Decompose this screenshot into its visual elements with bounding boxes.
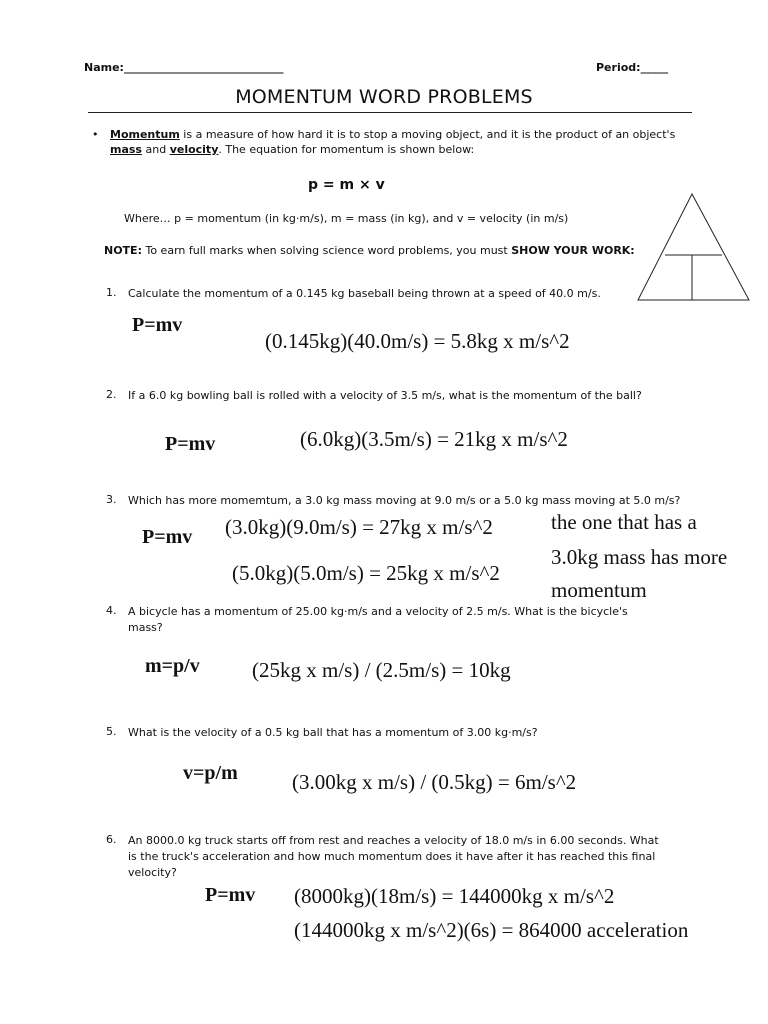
question-3-answer-1: (3.0kg)(9.0m/s) = 27kg x m/s^2 [225, 515, 493, 539]
question-1-text [128, 286, 601, 302]
question-3-answer-2: (5.0kg)(5.0m/s) = 25kg x m/s^2 [232, 561, 500, 585]
variable-definitions: Where… p = momentum (in kg·m/s), m = mass (in kg), and v = velocity (in m/s) [124, 212, 569, 225]
momentum-triangle-diagram [637, 192, 751, 302]
question-6-line-1: An 8000.0 kg truck starts off from rest and reaches a velocity of 18.0 m/s in 6.00 seconds. What [128, 834, 659, 847]
question-6-number: 6. [106, 833, 117, 846]
question-6-line-2: is the truck's acceleration and how much momentum does it have after it has reached this final [128, 850, 656, 863]
question-2-number: 2. [106, 388, 117, 401]
triangle-outline [638, 194, 749, 300]
question-5-text [128, 725, 538, 741]
page-title: MOMENTUM WORD PROBLEMS [235, 86, 533, 108]
question-5-number: 5. [106, 725, 117, 738]
question-3-conclusion-3: momentum [551, 578, 647, 602]
question-1-answer: (0.145kg)(40.0m/s) = 5.8kg x m/s^2 [265, 329, 570, 353]
period-blank: _____ [640, 61, 669, 74]
question-6-answer-1: (8000kg)(18m/s) = 144000kg x m/s^2 [294, 884, 615, 908]
intro-line-1 [110, 127, 675, 142]
question-6-text [128, 833, 659, 881]
question-3-conclusion-1: the one that has a [551, 510, 697, 534]
question-3-formula: P=mv [142, 526, 193, 548]
question-3-line-1: Which has more momemtum, a 3.0 kg mass moving at 9.0 m/s or a 5.0 kg mass moving at 5.0 m/s? [128, 494, 681, 507]
question-6-line-3: velocity? [128, 866, 177, 879]
intro-text-1: is a measure of how hard it is to stop a moving object, and it is the product of an object's [179, 128, 676, 141]
question-4-line-2: mass? [128, 621, 163, 634]
momentum-equation: p = m × v [308, 177, 385, 193]
name-label: Name: [84, 61, 124, 74]
note-text: To earn full marks when solving science word problems, you must [141, 244, 512, 257]
note-emphasis: SHOW YOUR WORK: [511, 244, 635, 257]
note [104, 243, 635, 258]
name-blank: _____________________________ [123, 61, 284, 74]
period-field[interactable] [596, 61, 668, 74]
question-3-number: 3. [106, 493, 117, 506]
question-5-line-1: What is the velocity of a 0.5 kg ball that has a momentum of 3.00 kg·m/s? [128, 726, 538, 739]
question-6-answer-2: (144000kg x m/s^2)(6s) = 864000 acceleration [294, 918, 689, 942]
question-3-text [128, 493, 680, 509]
question-2-answer: (6.0kg)(3.5m/s) = 21kg x m/s^2 [300, 427, 568, 451]
term-mass: mass [110, 143, 142, 156]
question-2-formula: P=mv [165, 433, 216, 455]
question-3-conclusion-2: 3.0kg mass has more [551, 545, 728, 569]
intro-bullet: • [92, 128, 99, 141]
question-2-line-1: If a 6.0 kg bowling ball is rolled with a velocity of 3.5 m/s, what is the momentum of the ball? [128, 389, 642, 402]
question-4-line-1: A bicycle has a momentum of 25.00 kg·m/s and a velocity of 2.5 m/s. What is the bicycle's [128, 605, 628, 618]
intro-text-2: . The equation for momentum is shown below: [218, 143, 475, 156]
term-momentum: Momentum [110, 128, 180, 141]
question-1-number: 1. [106, 286, 117, 299]
question-5-formula: v=p/m [183, 762, 238, 784]
term-velocity: velocity [169, 143, 219, 156]
question-2-text [128, 388, 642, 404]
question-4-answer: (25kg x m/s) / (2.5m/s) = 10kg [252, 658, 511, 682]
question-6-formula: P=mv [205, 884, 256, 906]
question-4-formula: m=p/v [145, 655, 200, 677]
question-1-formula: P=mv [132, 314, 183, 336]
name-field[interactable] [84, 61, 283, 74]
question-4-number: 4. [106, 604, 117, 617]
title-divider [88, 112, 692, 113]
intro-line-2 [110, 142, 474, 157]
note-label: NOTE: [104, 244, 142, 257]
intro-and: and [141, 143, 170, 156]
question-5-answer: (3.00kg x m/s) / (0.5kg) = 6m/s^2 [292, 770, 577, 794]
period-label: Period: [596, 61, 641, 74]
question-4-text [128, 604, 628, 636]
question-1-line-1: Calculate the momentum of a 0.145 kg baseball being thrown at a speed of 40.0 m/s. [128, 287, 601, 300]
